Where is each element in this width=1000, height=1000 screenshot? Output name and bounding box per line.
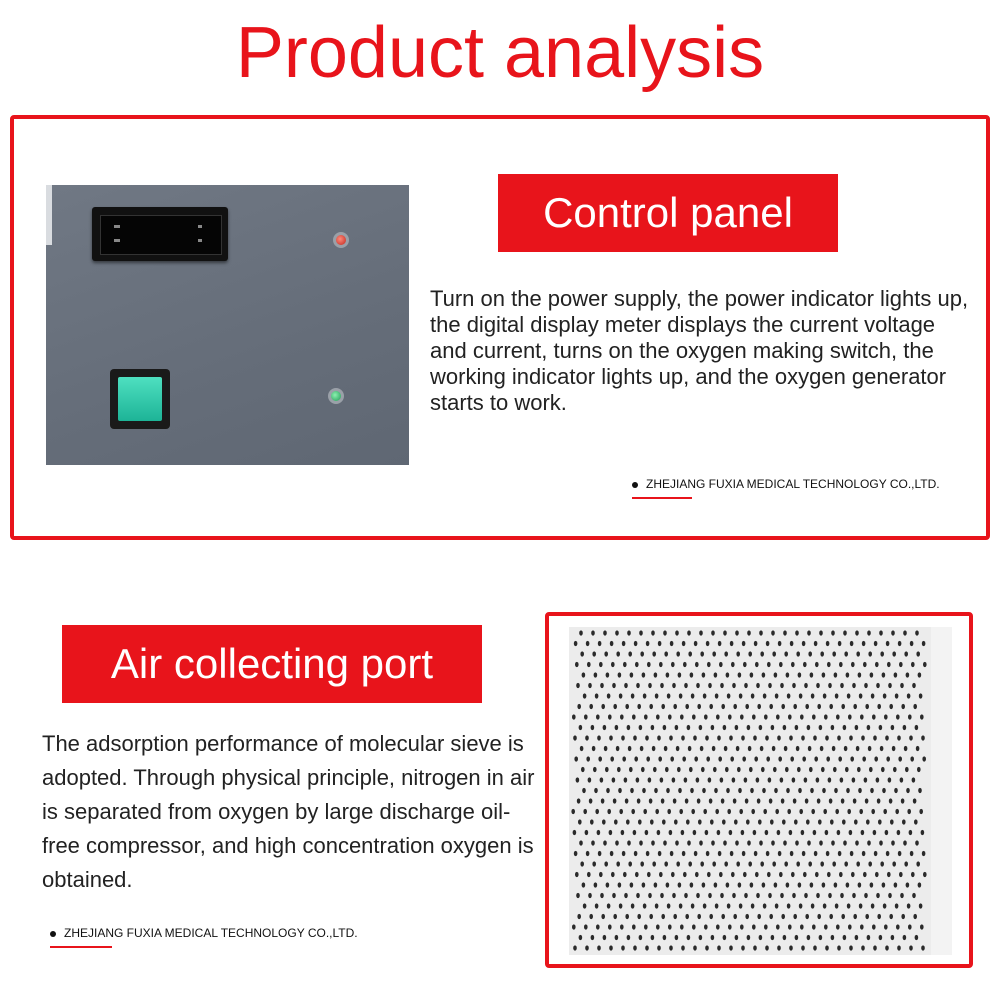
company-name: ZHEJIANG FUXIA MEDICAL TECHNOLOGY CO.,LTD. — [646, 477, 940, 491]
control-panel-description: Turn on the power supply, the power indicator lights up, the digital display meter displays the current voltage and current, turns on the oxygen making switch, the working indicator lights up, and the oxygen generator starts to work. — [430, 286, 969, 415]
page-title: Product analysis — [235, 13, 765, 93]
company-underline — [632, 497, 692, 499]
air-port-heading: Air collecting port — [62, 625, 482, 703]
perforated-grille — [569, 627, 952, 955]
air-port-photo — [569, 627, 952, 955]
panel-edge — [46, 185, 52, 245]
company-label-top — [632, 477, 940, 491]
power-indicator-light — [333, 232, 349, 248]
meter-mark — [198, 225, 202, 228]
company-underline — [50, 946, 112, 948]
digital-display-meter — [92, 207, 228, 261]
air-port-description: The adsorption performance of molecular sieve is adopted. Through physical principle, nitrogen in air is separated from oxygen by large discharge oil-free compressor, and high concentration oxygen is obtained. — [42, 731, 535, 892]
company-name: ZHEJIANG FUXIA MEDICAL TECHNOLOGY CO.,LTD. — [64, 926, 358, 940]
meter-screen — [100, 215, 222, 255]
control-panel-photo — [46, 185, 409, 465]
company-label-bottom — [50, 926, 358, 940]
oxygen-making-switch — [110, 369, 170, 429]
meter-mark — [114, 225, 120, 228]
bullet-icon — [50, 931, 56, 937]
working-indicator-light — [328, 388, 344, 404]
meter-mark — [198, 239, 202, 242]
meter-mark — [114, 239, 120, 242]
control-panel-heading: Control panel — [498, 174, 838, 252]
switch-rocker — [118, 377, 162, 421]
bullet-icon — [632, 482, 638, 488]
